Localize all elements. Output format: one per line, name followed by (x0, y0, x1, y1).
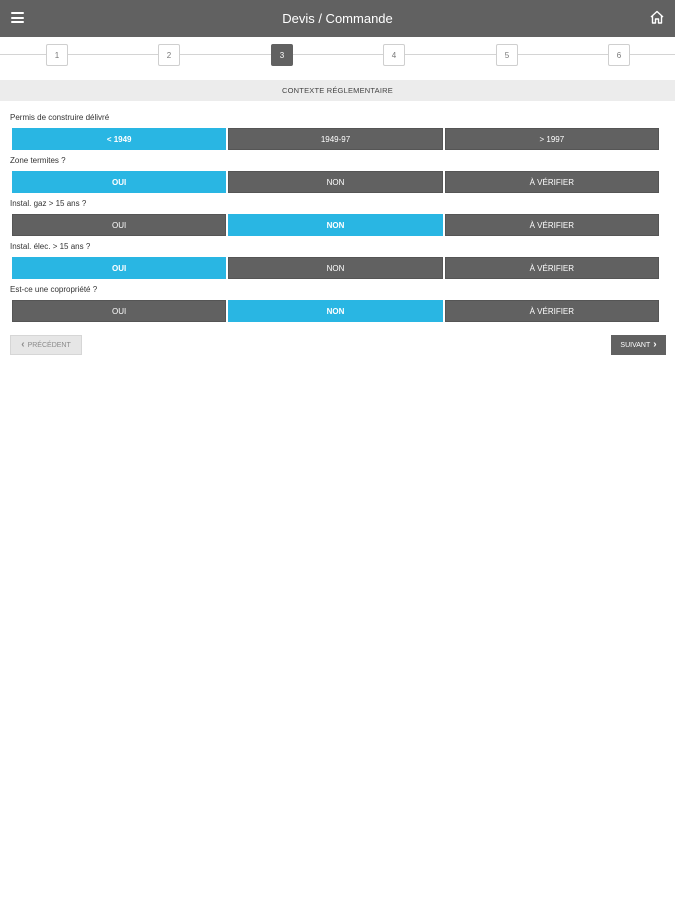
option-button[interactable]: À VÉRIFIER (445, 214, 659, 236)
step-4[interactable]: 4 (383, 44, 405, 66)
previous-button[interactable] (10, 335, 82, 355)
step-5[interactable]: 5 (496, 44, 518, 66)
option-button[interactable]: À VÉRIFIER (445, 300, 659, 322)
option-button[interactable]: OUI (12, 300, 226, 322)
question-label: Zone termites ? (10, 156, 66, 165)
stepper-line (0, 54, 675, 55)
question-label: Est-ce une copropriété ? (10, 285, 98, 294)
option-button[interactable]: 1949-97 (228, 128, 442, 150)
option-button[interactable]: OUI (12, 171, 226, 193)
option-group (12, 257, 659, 279)
option-button[interactable]: < 1949 (12, 128, 226, 150)
chevron-right-icon: › (653, 339, 657, 350)
option-button[interactable]: > 1997 (445, 128, 659, 150)
option-group (12, 300, 659, 322)
option-group (12, 214, 659, 236)
option-button[interactable]: NON (228, 171, 442, 193)
next-button[interactable] (611, 335, 666, 355)
home-icon[interactable] (649, 9, 665, 25)
option-button[interactable]: OUI (12, 214, 226, 236)
step-3[interactable]: 3 (271, 44, 293, 66)
option-button[interactable]: À VÉRIFIER (445, 257, 659, 279)
option-button[interactable]: NON (228, 300, 442, 322)
hamburger-menu-icon[interactable] (11, 12, 24, 23)
option-group (12, 171, 659, 193)
option-button[interactable]: OUI (12, 257, 226, 279)
chevron-left-icon: ‹ (21, 339, 25, 350)
step-2[interactable]: 2 (158, 44, 180, 66)
top-bar (0, 0, 675, 37)
step-indicator (0, 37, 675, 75)
question-label: Instal. gaz > 15 ans ? (10, 199, 87, 208)
question-label: Permis de construire délivré (10, 113, 110, 122)
option-button[interactable]: NON (228, 214, 442, 236)
previous-button-label: PRÉCÉDENT (27, 341, 71, 349)
question-label: Instal. élec. > 15 ans ? (10, 242, 91, 251)
next-button-label: SUIVANT (620, 341, 651, 349)
step-1[interactable]: 1 (46, 44, 68, 66)
option-group (12, 128, 659, 150)
option-button[interactable]: À VÉRIFIER (445, 171, 659, 193)
option-button[interactable]: NON (228, 257, 442, 279)
step-6[interactable]: 6 (608, 44, 630, 66)
page-title: Devis / Commande (282, 11, 393, 26)
section-header: CONTEXTE RÉGLEMENTAIRE (0, 80, 675, 101)
